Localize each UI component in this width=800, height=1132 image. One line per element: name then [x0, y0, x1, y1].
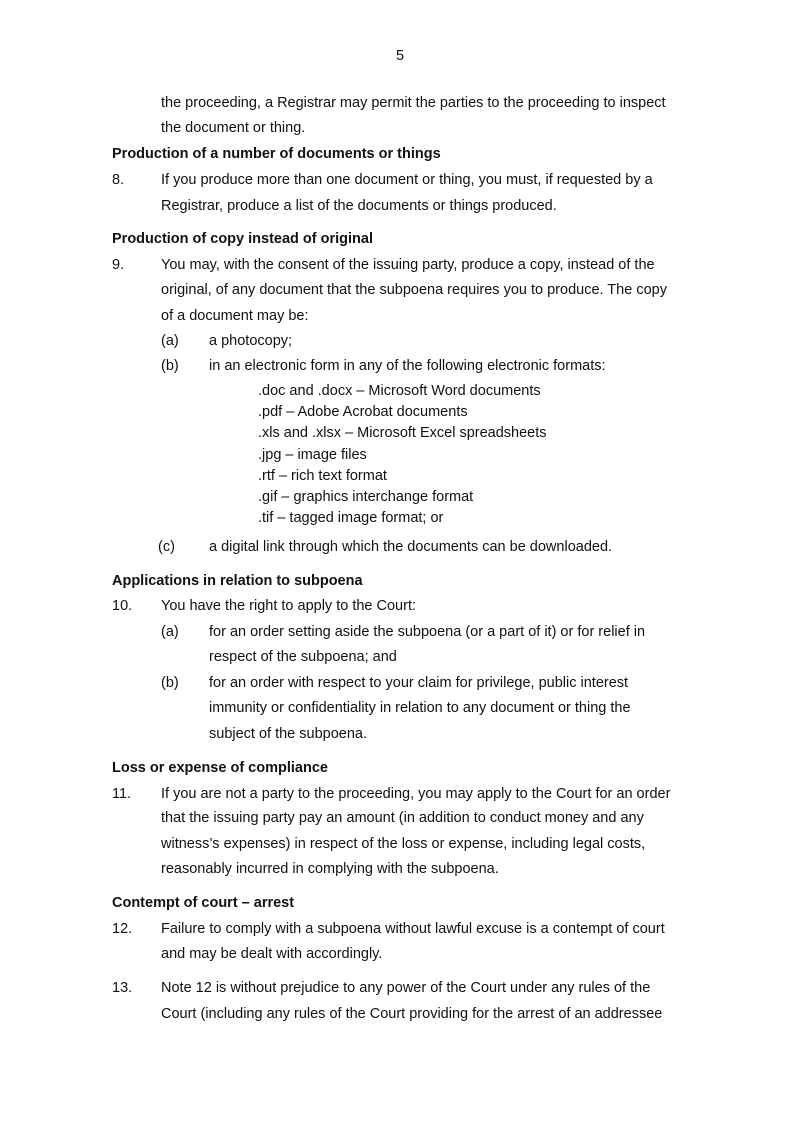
text-line: and may be dealt with accordingly.: [161, 946, 383, 962]
item-text: a digital link through which the documents can be downloaded.: [209, 539, 613, 555]
section-heading: Production of a number of documents or things: [112, 146, 441, 162]
format-item: .xls and .xlsx – Microsoft Excel spreadsheets: [258, 425, 547, 441]
text-line: of a document may be:: [161, 308, 309, 324]
paragraph-number: 13.: [112, 980, 133, 996]
text-line: Note 12 is without prejudice to any power of the Court under any rules of the: [161, 980, 651, 996]
section-heading: Loss or expense of compliance: [112, 760, 328, 776]
item-text: for an order setting aside the subpoena (or a part of it) or for relief in: [209, 624, 646, 640]
text-line: the proceeding, a Registrar may permit the parties to the proceeding to inspect: [161, 95, 666, 111]
item-label: (b): [161, 358, 179, 374]
item-text: subject of the subpoena.: [209, 726, 368, 742]
text-line: You have the right to apply to the Court:: [161, 598, 416, 614]
format-item: .rtf – rich text format: [258, 468, 387, 484]
text-line: witness’s expenses) in respect of the loss or expense, including legal costs,: [161, 836, 646, 852]
item-label: (a): [161, 624, 179, 640]
item-text: in an electronic form in any of the following electronic formats:: [209, 358, 606, 374]
section-heading: Applications in relation to subpoena: [112, 573, 363, 589]
text-line: If you are not a party to the proceeding, you may apply to the Court for an order: [161, 786, 671, 802]
item-label: (b): [161, 675, 179, 691]
item-text: respect of the subpoena; and: [209, 649, 397, 665]
text-line: Failure to comply with a subpoena without lawful excuse is a contempt of court: [161, 921, 665, 937]
item-text: immunity or confidentiality in relation to any document or thing the: [209, 700, 631, 716]
section-heading: Contempt of court – arrest: [112, 895, 295, 911]
text-line: Court (including any rules of the Court providing for the arrest of an addressee: [161, 1006, 663, 1022]
format-item: .jpg – image files: [258, 447, 367, 463]
text-line: the document or thing.: [161, 120, 306, 136]
text-line: reasonably incurred in complying with the subpoena.: [161, 861, 499, 877]
section-heading: Production of copy instead of original: [112, 231, 374, 247]
format-item: .tif – tagged image format; or: [258, 510, 444, 526]
item-label: (a): [161, 333, 179, 349]
paragraph-number: 11.: [112, 786, 132, 802]
format-item: .gif – graphics interchange format: [258, 489, 474, 505]
format-item: .pdf – Adobe Acrobat documents: [258, 404, 468, 420]
paragraph-number: 8.: [112, 172, 125, 188]
page-number: 5: [395, 48, 405, 64]
paragraph-number: 9.: [112, 257, 125, 273]
item-text: for an order with respect to your claim for privilege, public interest: [209, 675, 629, 691]
text-line: original, of any document that the subpoena requires you to produce. The copy: [161, 282, 667, 298]
paragraph-number: 12.: [112, 921, 133, 937]
text-line: Registrar, produce a list of the documents or things produced.: [161, 198, 557, 214]
format-item: .doc and .docx – Microsoft Word documents: [258, 383, 541, 399]
text-line: that the issuing party pay an amount (in addition to conduct money and any: [161, 810, 644, 826]
item-label: (c): [158, 539, 175, 555]
text-line: If you produce more than one document or thing, you must, if requested by a: [161, 172, 653, 188]
text-line: You may, with the consent of the issuing party, produce a copy, instead of the: [161, 257, 655, 273]
item-text: a photocopy;: [209, 333, 293, 349]
paragraph-number: 10.: [112, 598, 133, 614]
